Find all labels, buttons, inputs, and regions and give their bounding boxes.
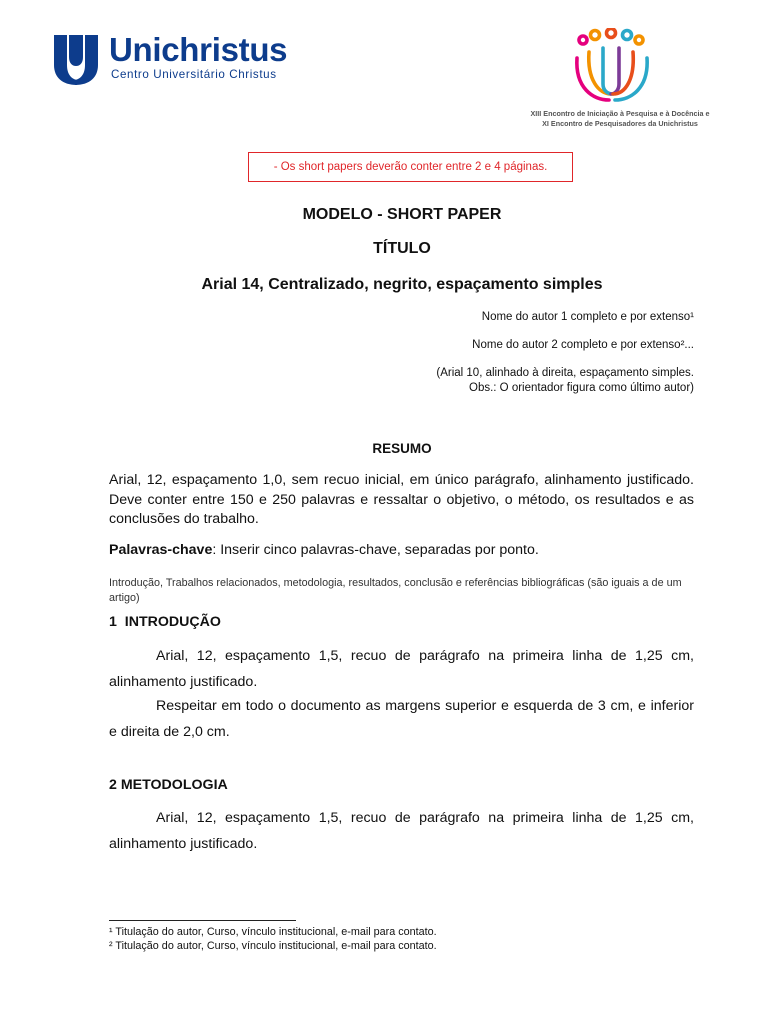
keywords-text: : Inserir cinco palavras-chave, separadas por ponto. <box>212 542 539 558</box>
logo-subtitle: Centro Universitário Christus <box>111 68 277 81</box>
event-name <box>505 109 735 128</box>
author-note-line-2: Obs.: O orientador figura como último autor) <box>469 381 694 394</box>
abstract-heading: RESUMO <box>372 441 432 456</box>
logo-name: Unichristus <box>109 31 288 68</box>
footnote-2: ² Titulação do autor, Curso, vínculo institucional, e-mail para contato. <box>109 940 437 952</box>
event-figures-icon <box>563 28 663 106</box>
footnote-divider <box>109 920 296 921</box>
keywords-line <box>109 541 694 560</box>
paper-title: TÍTULO <box>373 240 431 257</box>
author-note-line-1: (Arial 10, alinhado à direita, espaçamento simples. <box>436 367 694 379</box>
page-count-notice: - Os short papers deverão conter entre 2 e 4 páginas. <box>248 152 573 182</box>
section-1-heading: 1 INTRODUÇÃO <box>109 614 221 630</box>
section-1-paragraph-2: Respeitar em todo o documento as margens superior e esquerda de 3 cm, e inferior e direita de 2,0 cm. <box>109 698 694 740</box>
model-title: MODELO - SHORT PAPER <box>302 206 502 223</box>
section-1-paragraph-1: Arial, 12, espaçamento 1,5, recuo de parágrafo na primeira linha de 1,25 cm, alinhamento justificado. <box>109 648 694 690</box>
author-2: Nome do autor 2 completo e por extenso²... <box>472 339 694 351</box>
author-1: Nome do autor 1 completo e por extenso¹ <box>481 311 694 323</box>
abstract-body: Arial, 12, espaçamento 1,0, sem recuo inicial, em único parágrafo, alinhamento justificado. Deve conter entre 150 e 250 palavras e ressaltar o objetivo, o método, os resultados e as conclusões do trabalho. <box>109 472 694 527</box>
footnote-1: ¹ Titulação do autor, Curso, vínculo institucional, e-mail para contato. <box>109 926 437 938</box>
structure-note: Introdução, Trabalhos relacionados, metodologia, resultados, conclusão e referências bibliográficas (são iguais a de um artigo) <box>109 577 682 604</box>
event-line-1: XIII Encontro de Iniciação à Pesquisa e à Docência e <box>530 109 710 118</box>
author-format-note <box>300 366 694 395</box>
unichristus-logo-icon <box>52 35 100 85</box>
section-2-heading: 2 METODOLOGIA <box>109 777 228 793</box>
title-format-spec: Arial 14, Centralizado, negrito, espaçamento simples <box>201 276 603 293</box>
keywords-label: Palavras-chave <box>109 542 213 558</box>
event-line-2: XI Encontro de Pesquisadores da Unichristus <box>542 118 698 128</box>
section-2-paragraph-1: Arial, 12, espaçamento 1,5, recuo de parágrafo na primeira linha de 1,25 cm, alinhamento justificado. <box>109 810 694 852</box>
unichristus-logo <box>52 31 322 85</box>
event-logo <box>505 28 735 138</box>
